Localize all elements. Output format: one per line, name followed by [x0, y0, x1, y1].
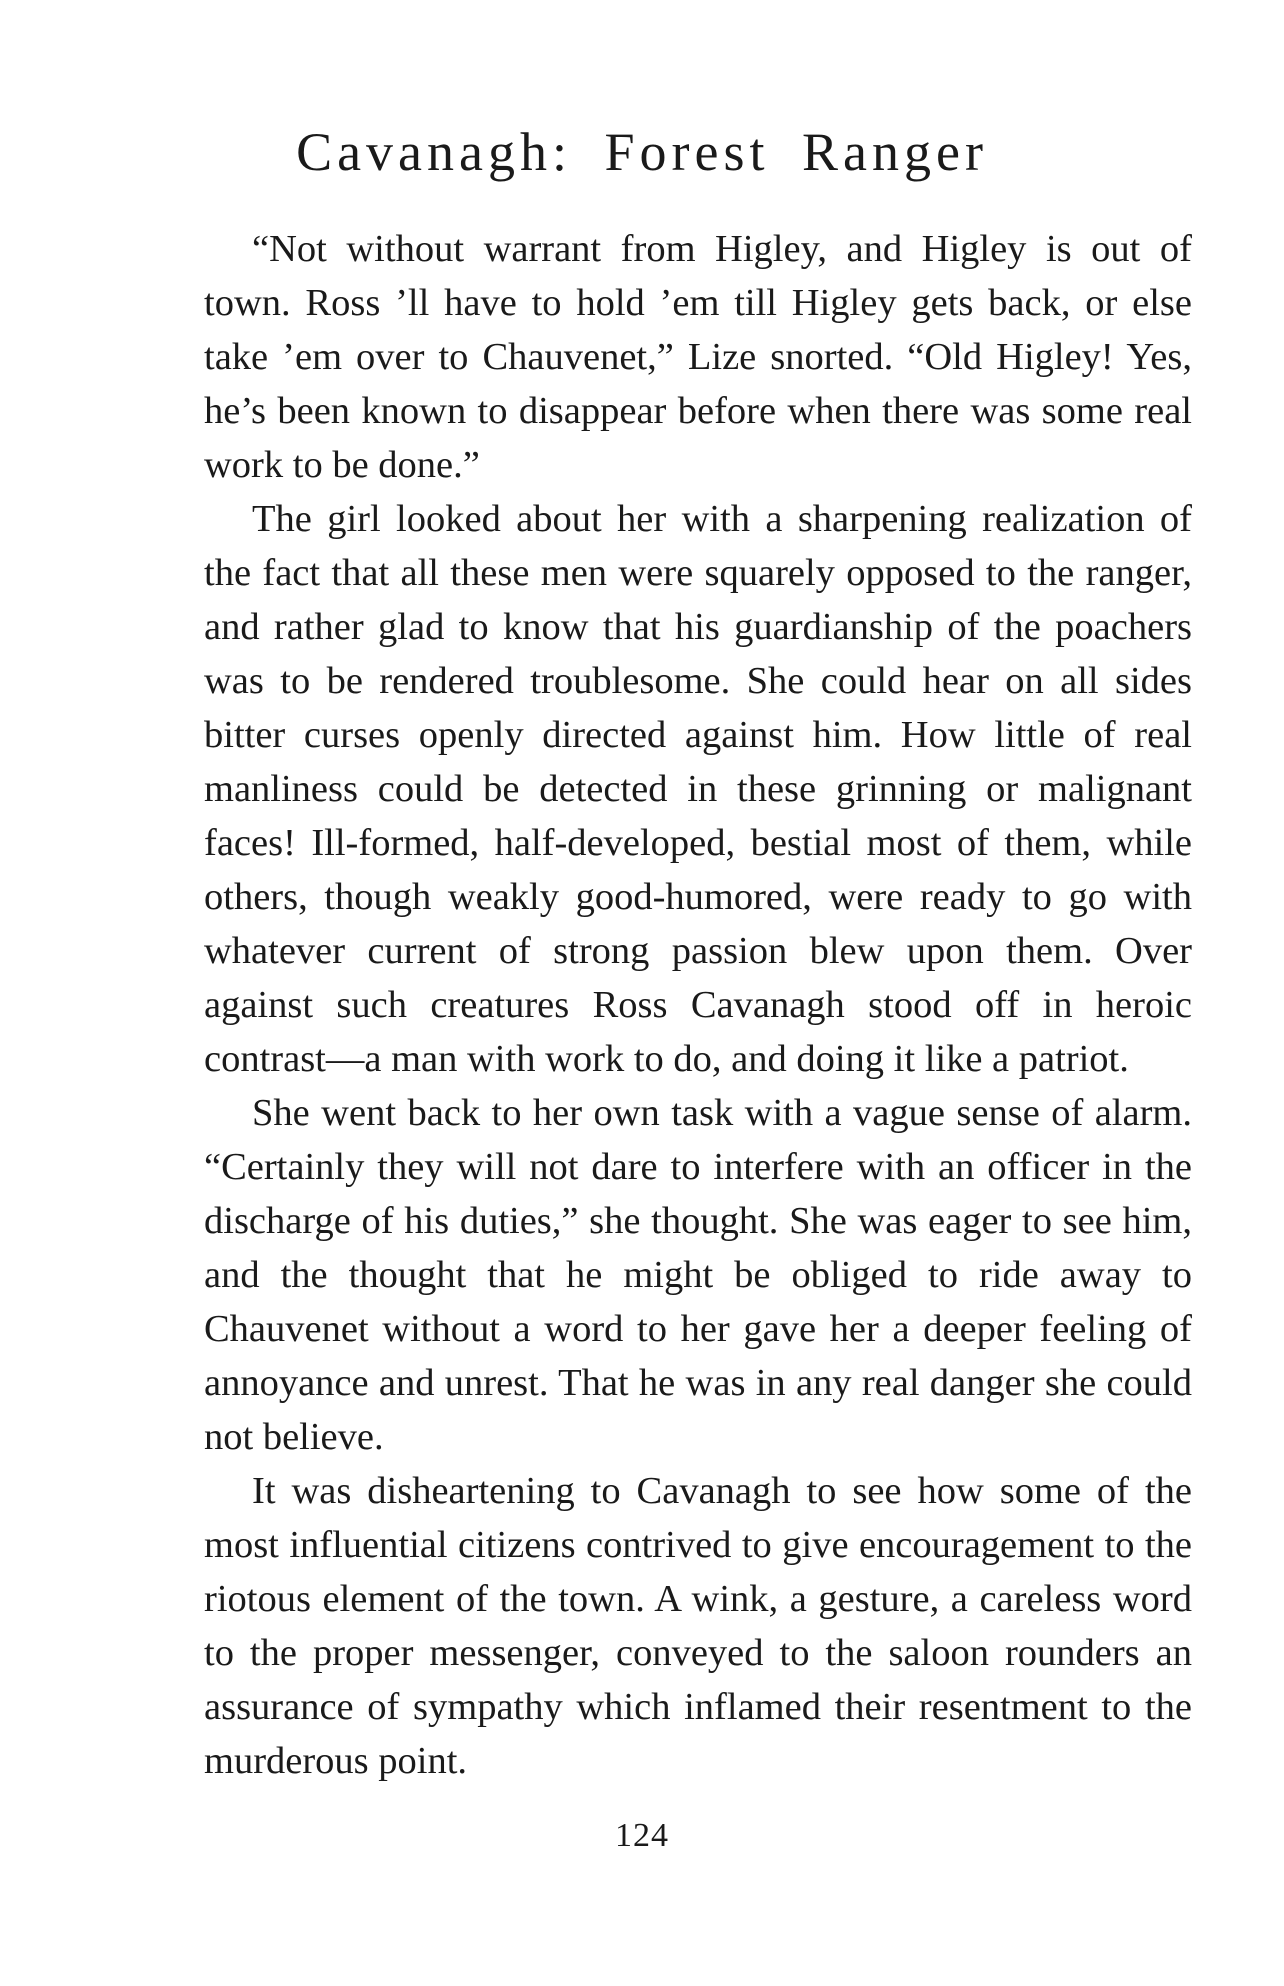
body-text	[204, 222, 1192, 1788]
paragraph-2: The girl looked about her with a sharpening realization of the fact that all these men were squarely opposed to the ranger, and rather glad to know that his guardianship of the poachers was to be rendered troublesome. She could hear on all sides bitter curses openly directed against him. How little of real manliness could be detected in these grinning or malignant faces! Ill-formed, half-developed, bestial most of them, while others, though weakly good-humored, were ready to go with whatever current of strong passion blew upon them. Over against such creatures Ross Cavanagh stood off in heroic contrast—a man with work to do, and doing it like a patriot.	[204, 498, 1192, 1080]
paragraph-4: It was disheartening to Cavanagh to see how some of the most influential citizens contrived to give encouragement to the riotous element of the town. A wink, a gesture, a careless word to the proper messenger, conveyed to the saloon rounders an assurance of sympathy which inflamed their resentment to the murderous point.	[204, 1470, 1192, 1782]
paragraph-3: She went back to her own task with a vague sense of alarm. “Certainly they will not dare to interfere with an officer in the discharge of his duties,” she thought. She was eager to see him, and the thought that he might be obliged to ride away to Chauvenet without a word to her gave her a deeper feeling of annoyance and unrest. That he was in any real danger she could not believe.	[204, 1092, 1192, 1458]
running-head: Cavanagh: Forest Ranger	[296, 122, 988, 182]
page-number: 124	[615, 1817, 669, 1854]
paragraph-1: “Not without warrant from Higley, and Higley is out of town. Ross ’ll have to hold ’em till Higley gets back, or else take ’em over to Chauvenet,” Lize snorted. “Old Higley! Yes, he’s been known to disappear before when there was some real work to be done.”	[204, 228, 1192, 486]
